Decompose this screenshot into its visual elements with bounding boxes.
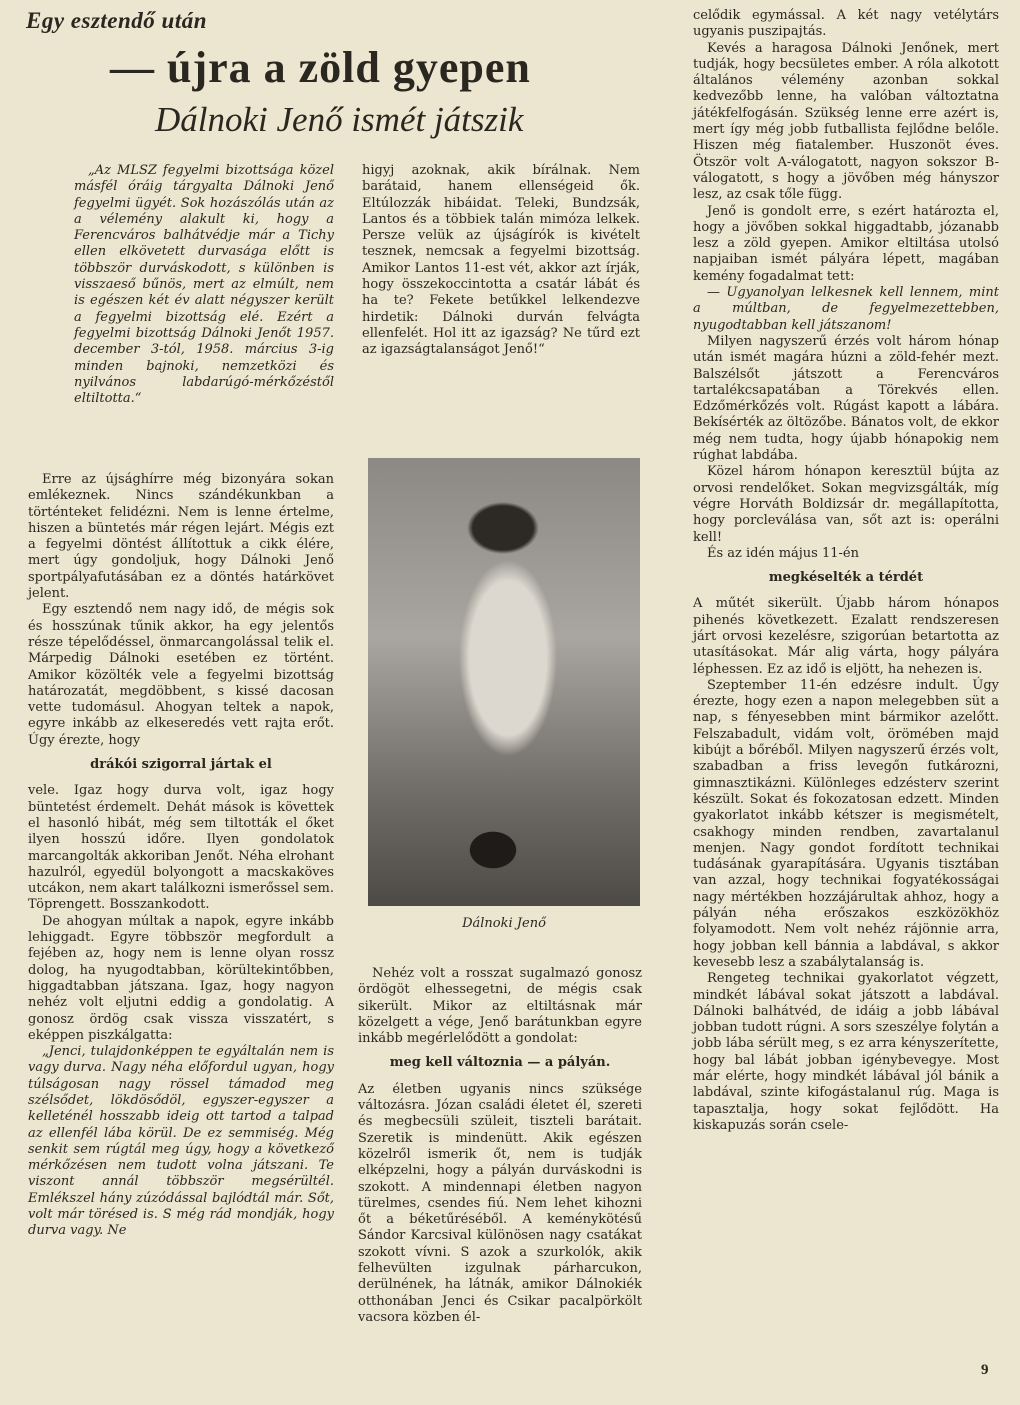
- headline: — újra a zöld gyepen: [110, 43, 531, 92]
- page-number: 9: [981, 1362, 989, 1378]
- section-subheading: meg kell változnia — a pályán.: [389, 1055, 611, 1071]
- column-1: [58, 163, 334, 421]
- column-2-body: [358, 966, 642, 1326]
- column-3: [693, 8, 999, 1134]
- column-2-top: [362, 163, 640, 359]
- paragraph: Erre az újsághírre még bizonyára sokan emlékeznek. Nincs szándékunkban a történteket felidézni. Nem is lenne értelme, hiszen a büntetés már régen lejárt. Mégis ezt a fegyelmi döntést állítottuk a cikk élére, mert úgy gondoljuk, hogy Dálnoki Jenő sportpályafutásában ez a döntés határkövet jelent.: [28, 472, 334, 602]
- paragraph: Az életben ugyanis nincs szüksége változásra. Józan családi életet él, szereti és megbecsüli szüleit, tiszteli barátait. Szeretik is mindenütt. Akik egészen közelről ismerik őt, nem is tudják elképzelni, hogy a pályán durváskodni is szokott. A mindennapi életben nagyon türelmes, csendes fiú. Nem lehet kihozni őt a béketűréséből. A keménykötésű Sándor Karcsival különösen nagy csatákat szokott vívni. S azok a szurkolók, akik felhevülten izgulnak párharcukon, derülnének, ha látnák, amikor Dálnokiék otthonában Jenci és Csikar pacalpörkölt vacsora közben él-: [358, 1081, 642, 1325]
- paragraph: De ahogyan múltak a napok, egyre inkább lehiggadt. Egyre többször megfordult a fejében az, hogy nem is lenne olyan rossz dolog, ha nyugodtabban, körültekintőbben, higgadtabban játszana. Igaz, hogy nagyon nehéz volt eljutni eddig a gondolatig. A gonosz ördög csak vissza visszatért, s eképpen piszkálgatta:: [28, 913, 334, 1043]
- paragraph: celődik egymással. A két nagy vetélytárs ugyanis puszipajtás.: [693, 8, 999, 40]
- paragraph: És az idén május 11-én: [707, 545, 859, 561]
- subheadline: Dálnoki Jenő ismét játszik: [155, 100, 524, 139]
- intro-quote: [74, 163, 334, 407]
- paragraph-quote: „Jenci, tulajdonképpen te egyáltalán nem is vagy durva. Nagy néha előfordul ugyan, hogy túlságosan nagy rössel támadod meg szélsődet, lökdösődöl, egyszer-egyszer a kelleténél hosszabb ideig ott tartod a talpad az ellenfél lába körül. De ez semmiség. Még senkit sem rúgtál meg úgy, hogy a következő mérkőzésen nem tudott volna játszani. Te viszont annál többször megsérültél. Emlékszel hány zúzódással bajlódtál már. Sőt, volt már törésed is. S még rád mondják, hogy durva vagy. Ne: [28, 1044, 334, 1239]
- player-photo: [368, 458, 640, 906]
- paragraph: A műtét sikerült. Újabb három hónapos pihenés következett. Ezalatt rendszeresen járt orvosi kezelésre, szigorúan betartotta az utasításokat. Már alig várta, hogy pályára léphessen. Ez az idő is eljött, ha nehezen is.: [693, 596, 999, 677]
- intro-quote-text: „Az MLSZ fegyelmi bizottsága közel másfél óráig tárgyalta Dálnoki Jenő fegyelmi ügyét. Sok hozászólás után az a vélemény alakult ki, hogy a Ferencváros balhátvédje már a Tichy ellen elkövetett durvasága előtt is többször durváskodott, s különben is visszaeső bűnös, mert az elmúlt, nem is egészen két év alatt négyszer került a fegyelmi bizottság elé. Ezért a fegyelmi bizottság Dálnoki Jenőt 1957. december 3-tól, 1958. március 3-ig minden bajnoki, nemzetközi és nyilvános labdarúgó-mérkőzéstől eltiltotta.“: [74, 163, 334, 407]
- paragraph: Nehéz volt a rosszat sugalmazó gonosz ördögöt elhessegetni, de mégis csak sikerült. Mikor az eltiltásnak már közelgett a vége, Jenő barátunkban egyre inkább megérlelődött a gondolat:: [358, 966, 642, 1047]
- paragraph: Egy esztendő nem nagy idő, de mégis sok és hosszúnak tűnik akkor, ha egy jelentős része tépelődéssel, önmarcangolással telik el. Márpedig Dálnoki esetében ez történt. Amikor közölték vele a fegyelmi bizottság határozatát, megdöbbent, s kissé dacosan vette tudomásul. Ahogyan teltek a napok, egyre inkább az elkeseredés vett rajta erőt. Úgy érezte, hogy: [28, 602, 334, 748]
- paragraph-quote: — Ugyanolyan lelkesnek kell lennem, mint a múltban, de fegyelmezettebben, nyugodtabban kell játszanom!: [693, 285, 999, 333]
- paragraph: Milyen nagyszerű érzés volt három hónap után ismét magára húzni a zöld-fehér mezt. Balszélsőt játszott a Ferencváros tartalékcsapatában a Törekvés ellen. Edzőmérkőzés volt. Rúgást kapott a lábára. Bekísérték az öltözőbe. Bánatos volt, de ekkor még nem tudta, hogy újabb hónapokig nem rúghat labdába.: [693, 333, 999, 464]
- section-subheading: megkéselték a térdét: [768, 570, 924, 586]
- photo-caption: Dálnoki Jenő: [462, 916, 546, 931]
- section-subheading: drákói szigorral jártak el: [90, 757, 272, 773]
- paragraph: vele. Igaz hogy durva volt, igaz hogy büntetést érdemelt. Dehát mások is követtek el hasonló hibát, még sem tiltották el őket ilyen hosszú időre. Ilyen gondolatok marcangolták akkoriban Jenőt. Néha elrohant hazulról, egyedül bolyongott a macskaköves utcákon, nem akart találkozni ismerőssel sem. Töprengett. Bosszankodott.: [28, 783, 334, 913]
- paragraph-quote: higyj azoknak, akik bírálnak. Nem barátaid, hanem ellenségeid ők. Eltúlozzák hibáidat. Teleki, Bundzsák, Lantos és a többiek talán mimóza lelkek. Persze velük az újságírók is kivételt tesznek, nemcsak a fegyelmi bizottság. Amikor Lantos 11-est vét, akkor azt írják, hogy összekoccintotta a csatár lábát és ha te? Fekete betűkkel lelkendezve hirdetik: Dálnoki durván felvágta ellenfelét. Hol itt az igazság? Ne tűrd ezt az igazságtalanságot Jenő!“: [362, 163, 640, 358]
- paragraph: Rengeteg technikai gyakorlatot végzett, mindkét lábával sokat játszott a labdával. Dálnoki balhátvéd, de idáig a jobb lábával jobban tudott rúgni. A sors szeszélye folytán a jobb lába sérült meg, s ez arra kényszerítette, hogy bal lábát jobban igénybevegye. Most már elérte, hogy mindkét lábával jól bánik a labdával, szinte kifogástalanul rúg. Maga is tapasztalja, hogy sokat fejlődött. Ha kiskapuzás során csele-: [693, 971, 999, 1133]
- paragraph: Jenő is gondolt erre, s ezért határozta el, hogy a jövőben sokkal higgadtabb, józanabb lesz a zöld gyepen. Amikor eltiltása utolsó napjaiban ismét pályára lépett, magában kemény fogadalmat tett:: [693, 203, 999, 284]
- paragraph: Szeptember 11-én edzésre indult. Úgy érezte, hogy ezen a napon melegebben süt a nap, s fényesebben mint bármikor azelőtt. Felszabadult, vidám volt, örömében majd kibújt a bőréből. Milyen nagyszerű érzés volt, szabadban a friss levegőn futkározni, gimnasztikázni. Különleges edzésterv szerint készült. Sokat és fokozatosan edzett. Minden gyakorlatot inkább kétszer is megismételt, csakhogy minden rendben, zavartalanul menjen. Nagy gondot fordított technikai tudásának gyarapítására. Ugyanis tisztában van azzal, hogy technikai fogyatékosságai nagy mértékben hozzájárultak ahhoz, hogy a pályán néha erőszakos eszközökhöz folyamodott. Nem volt nehéz rájönnie arra, hogy jobban kell bánnia a labdával, s akkor kevesebb lesz a szabálytalanság is.: [693, 677, 999, 970]
- paragraph: Kevés a haragosa Dálnoki Jenőnek, mert tudják, hogy becsületes ember. A róla alkotott általános vélemény azonban sokkal kedvezőbb lenne, ha valóban változtatna játékfelfogásán. Szükség lenne erre azért is, mert így még jobb futballista fejlődne belőle. Hiszen még fiatalember. Huszonöt éves. Ötször volt A-válogatott, nagyon sokszor B-válogatott, s hogy a jövőben még hányszor lesz, az csak tőle függ.: [693, 40, 999, 203]
- kicker-title: Egy esztendő után: [26, 8, 208, 33]
- column-1-body: [28, 472, 334, 1240]
- paragraph: Közel három hónapon keresztül bújta az orvosi rendelőket. Sokan megvizsgálták, míg végre Horváth Boldizsár dr. megállapította, hogy porcleválása van, sőt azt is: operálni kell!: [693, 464, 999, 545]
